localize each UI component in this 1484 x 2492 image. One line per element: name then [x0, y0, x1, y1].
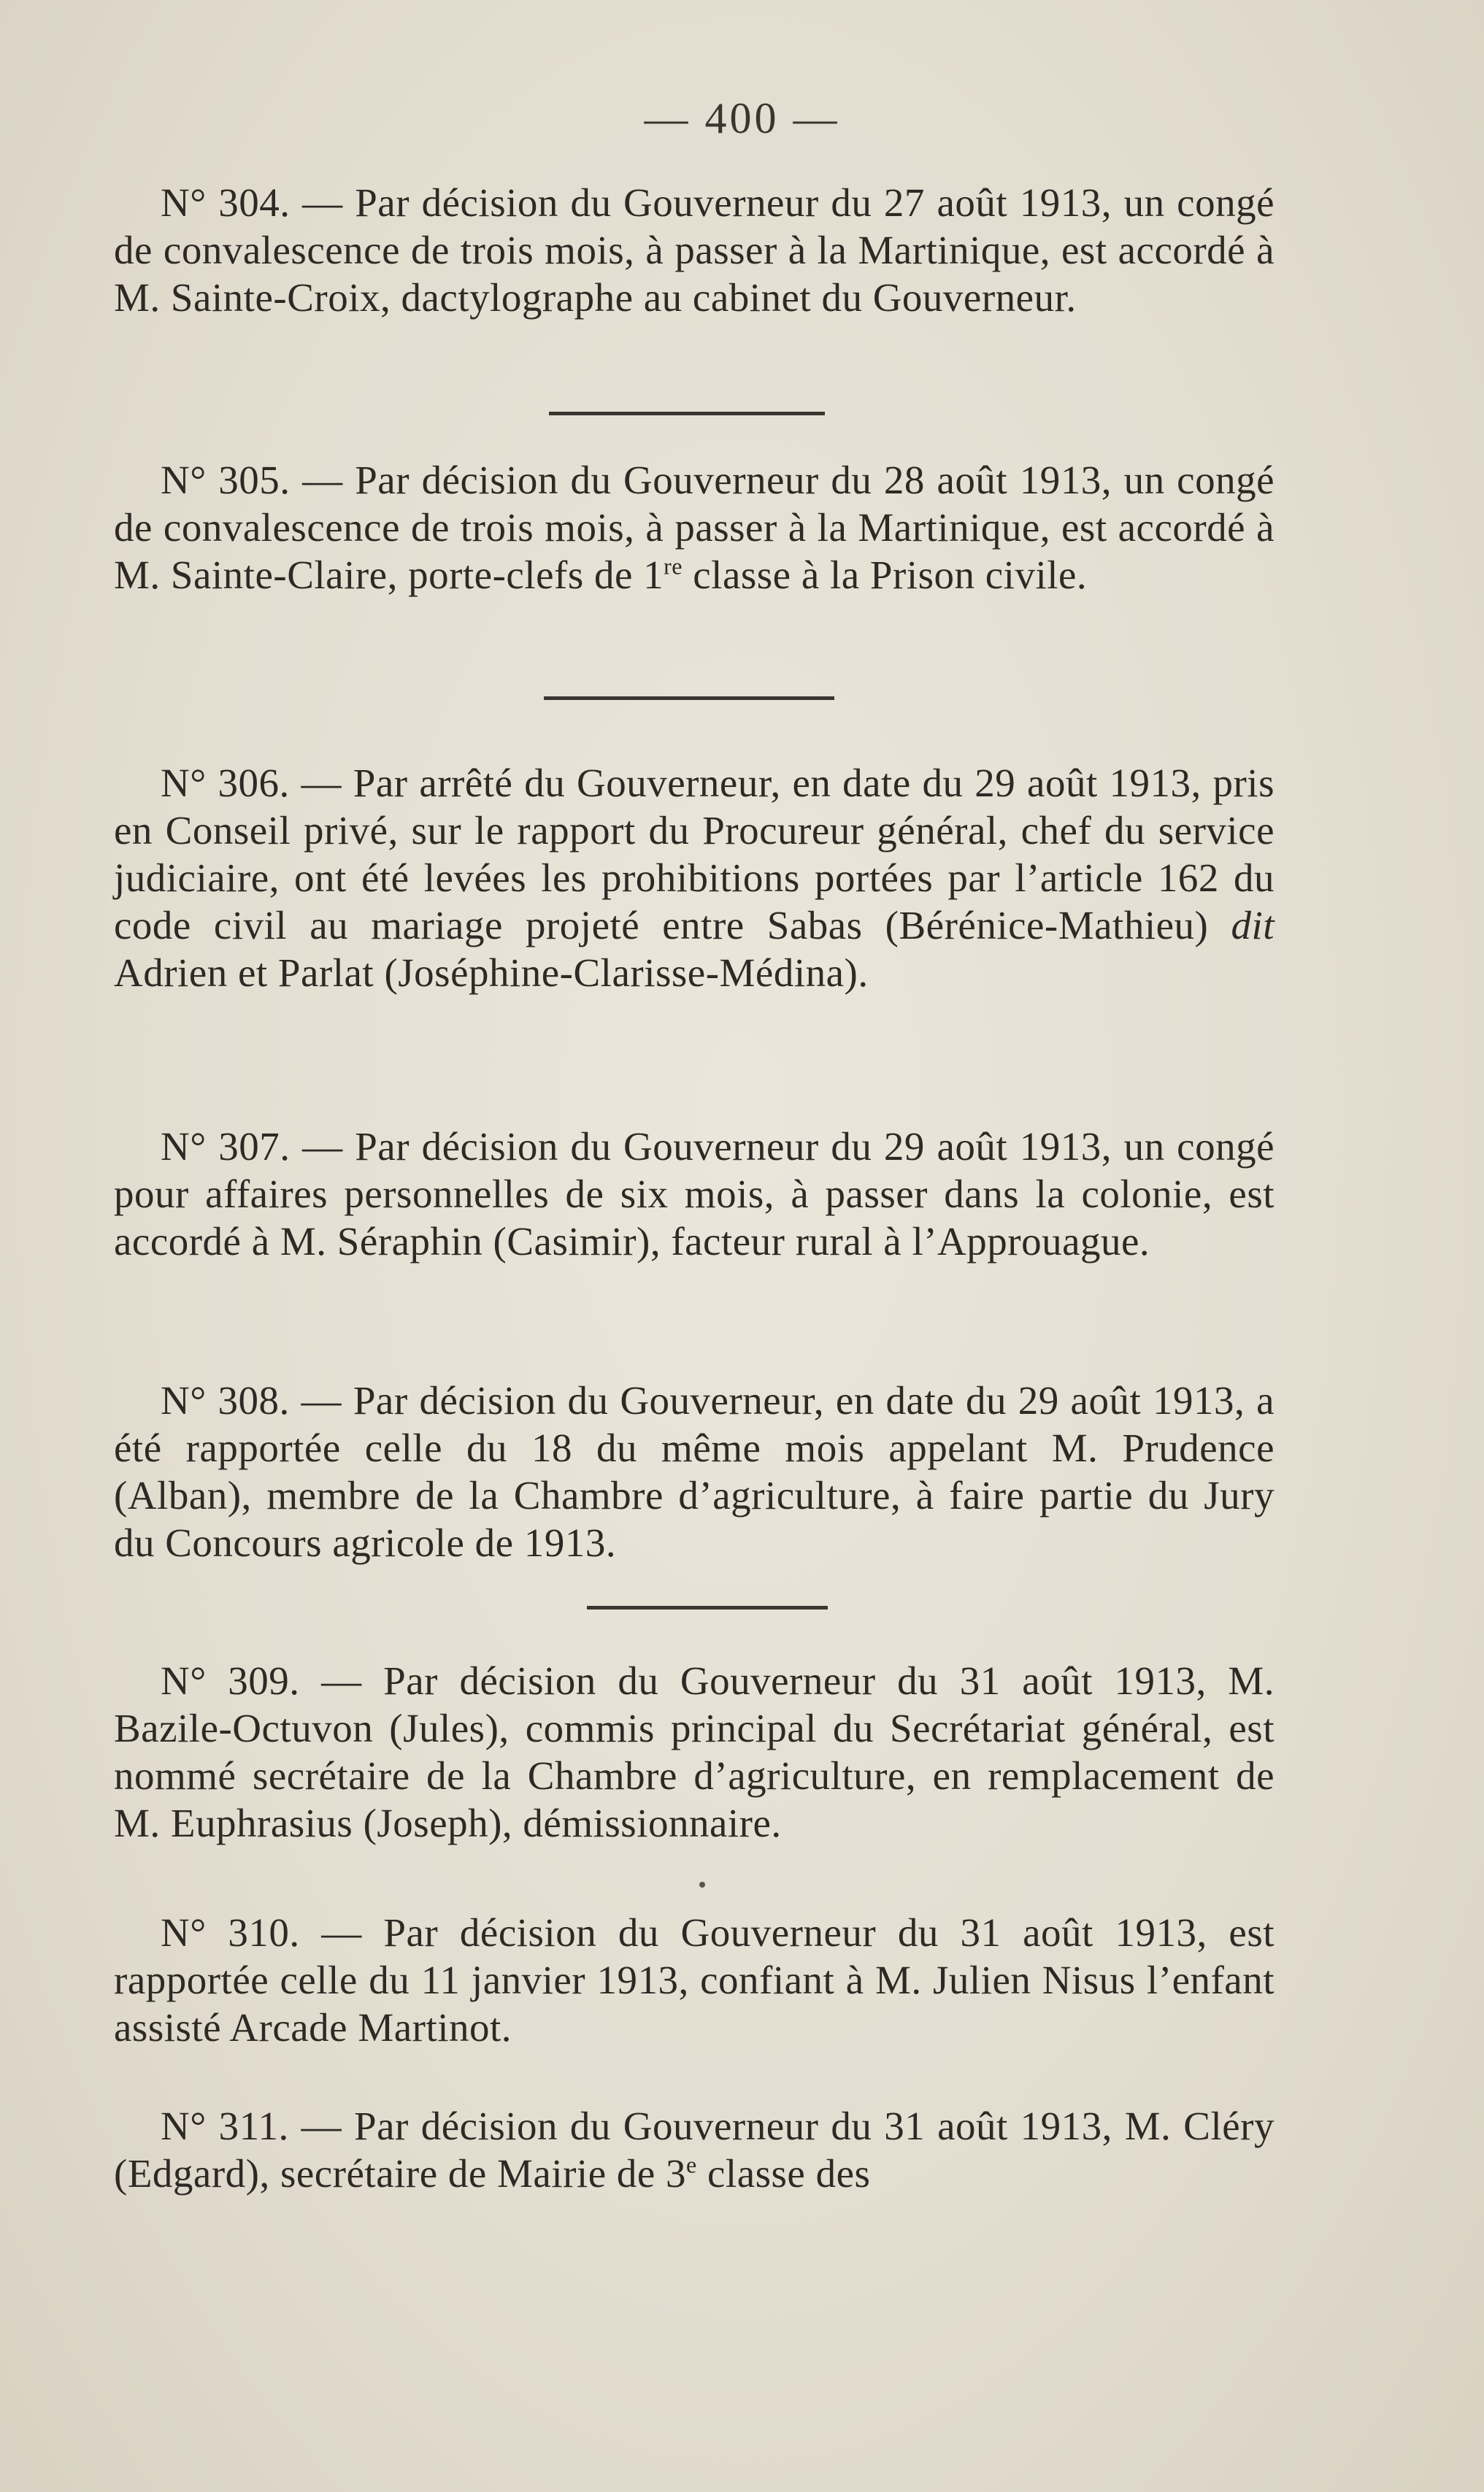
separator-rule	[587, 1606, 828, 1610]
ink-speck	[699, 1882, 705, 1888]
entry-311-text-end: classe des	[696, 2151, 871, 2196]
entry-311	[114, 2102, 1275, 2197]
entry-306-text-end: Adrien et Parlat (Joséphine-Clarisse-Médina).	[114, 950, 869, 995]
entry-310: N° 310. — Par décision du Gouverneur du 31 août 1913, est rapportée celle du 11 janvier 1913, confiant à M. Julien Nisus l’enfant assisté Arcade Martinot.	[114, 1910, 1275, 2050]
entry-305-text-end: classe à la Prison civile.	[683, 553, 1088, 597]
entry-306-italic: dit	[1231, 903, 1275, 947]
entry-304: N° 304. — Par décision du Gouverneur du 27 août 1913, un congé de convalescence de trois mois, à passer à la Martinique, est accordé à M. Sainte-Croix, dactylographe au cabinet du Gouverneur.	[114, 180, 1275, 320]
entry-305-superscript: re	[664, 553, 683, 580]
separator-rule	[549, 412, 825, 415]
entry-311-text: N° 311. — Par décision du Gouverneur du 31 août 1913, M. Cléry (Edgard), secrétaire de Mairie de 3	[114, 2104, 1275, 2196]
entry-305	[114, 456, 1275, 599]
entry-309: N° 309. — Par décision du Gouverneur du 31 août 1913, M. Bazile-Octuvon (Jules), commis principal du Secrétariat général, est nommé secrétaire de la Chambre d’agriculture, en remplacement de M. Euphrasius (Joseph), démissionnaire.	[114, 1658, 1275, 1845]
entry-307: N° 307. — Par décision du Gouverneur du 29 août 1913, un congé pour affaires personnelles de six mois, à passer dans la colonie, est accordé à M. Séraphin (Casimir), facteur rural à l’Approuague.	[114, 1124, 1275, 1264]
entry-305-text: N° 305. — Par décision du Gouverneur du 28 août 1913, un congé de convalescence de trois mois, à passer à la Martinique, est accordé à M. Sainte-Claire, porte-clefs de 1	[114, 458, 1275, 597]
separator-rule	[544, 696, 834, 700]
entry-306	[114, 759, 1275, 996]
page-number: — 400 —	[644, 94, 840, 142]
entry-311-superscript: e	[686, 2151, 697, 2178]
entry-306-text: N° 306. — Par arrêté du Gouverneur, en date du 29 août 1913, pris en Conseil privé, sur le rapport du Procureur général, chef du service judiciaire, ont été levées les prohibitions portées par l’article 162 du code civil au mariage projeté entre Sabas (Bérénice-Mathieu)	[114, 761, 1275, 947]
entry-308: N° 308. — Par décision du Gouverneur, en date du 29 août 1913, a été rapportée celle du 18 du même mois appelant M. Prudence (Alban), membre de la Chambre d’agriculture, à faire partie du Jury du Concours agricole de 1913.	[114, 1378, 1275, 1565]
